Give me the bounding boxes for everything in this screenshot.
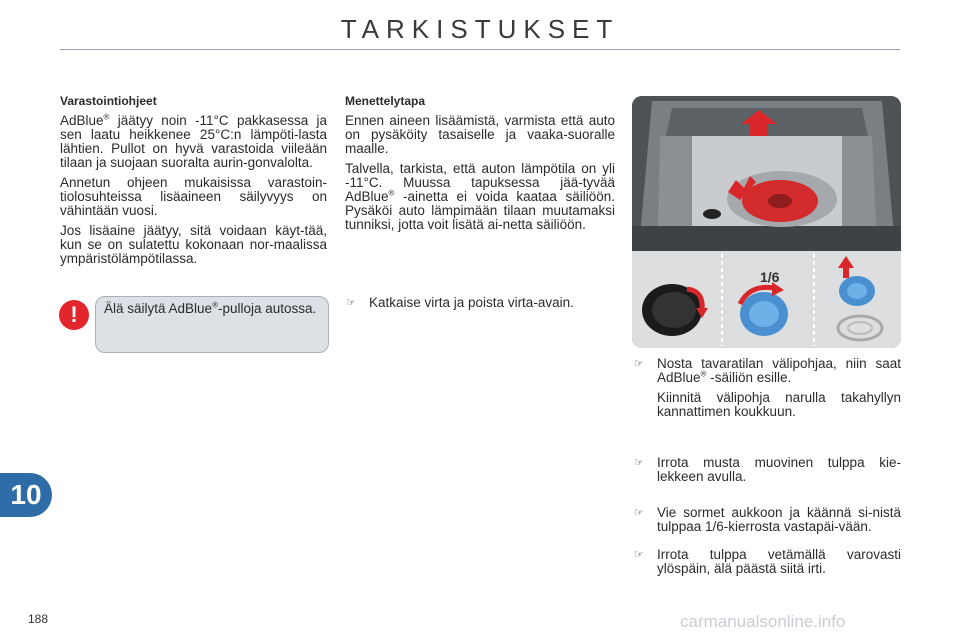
step-remove-black-cap: ☞ Irrota musta muovinen tulppa kie-lekkeen avulla.: [634, 455, 901, 484]
page-title: TARKISTUKSET: [340, 14, 620, 44]
watermark: carmanualsonline.info: [680, 612, 846, 631]
procedure-heading: Menettelytapa: [345, 94, 426, 108]
step-power-off: ☞ Katkaise virta ja poista virta-avain.: [346, 295, 574, 310]
step-turn-blue-cap: ☞ Vie sormet aukkoon ja käännä si-nistä tulppaa 1/6-kierrosta vastapäi-vään.: [634, 505, 901, 534]
storage-heading: Varastointiohjeet: [60, 94, 157, 108]
pointing-hand-icon: ☞: [346, 297, 356, 309]
warning-text: Älä säilytä AdBlue®-pulloja autossa.: [104, 300, 317, 316]
step-lift-floor: [634, 357, 901, 425]
storage-paragraph-2: Annetun ohjeen mukaisissa varastoin-tiolosuhteissa lisäaineen säilyvyys on vähintään vuosi.: [60, 175, 327, 218]
procedure-section: [345, 94, 615, 238]
step-lift-cap: ☞ Irrota tulppa vetämällä varovasti ylöspäin, älä päästä siitä irti.: [634, 547, 901, 576]
chapter-tab: 10: [0, 473, 52, 517]
step-lift-floor-text: Nosta tavaratilan välipohjaa, niin saat AdBlue® -säiliön esille.: [657, 356, 901, 385]
pointing-hand-icon: ☞: [634, 457, 644, 469]
step-lift-floor-note: Kiinnitä välipohja narulla takahyllyn kannattimen koukkuun.: [657, 390, 901, 419]
storage-paragraph-3: Jos lisäaine jäätyy, sitä voidaan käyt-tää, kun se on sulatettu kokonaan nor-maalissa ympäristölämpötilassa.: [60, 223, 327, 266]
procedure-paragraph-1: Ennen aineen lisäämistä, varmista että auto on pysäköity tasaiselle ja vaaka-suoralle maalle.: [345, 113, 615, 156]
pointing-hand-icon: ☞: [634, 549, 644, 561]
trunk-illustration: [632, 96, 901, 348]
storage-paragraph-1: AdBlue® jäätyy noin -11°C pakkasessa ja sen laatu heikkenee 25°C:n lämpöti-lasta lähtien. Pullot on hyvä varastoida viileään tilaan ja suojaan suoralta aurin-gonvalolta.: [60, 112, 327, 170]
page-number: 188: [28, 612, 49, 626]
warning-box: [70, 296, 329, 353]
trunk-illustration-svg: [632, 96, 901, 348]
turn-label: 1/6: [760, 269, 780, 285]
header-divider: [60, 49, 900, 50]
storage-section: [60, 94, 327, 272]
pointing-hand-icon: ☞: [634, 358, 644, 370]
exclamation-icon: !: [59, 300, 89, 330]
pointing-hand-icon: ☞: [634, 507, 644, 519]
procedure-paragraph-2: Talvella, tarkista, että auton lämpötila on yli -11°C. Muussa tapuksessa jää-tyvää AdBlue® -ainetta ei voida kaataa säiliöön. Pysäköi auto lämpimään tilaan muutamaksi tunniksi, jotta voit lisätä ai-netta säiliöön.: [345, 161, 615, 232]
